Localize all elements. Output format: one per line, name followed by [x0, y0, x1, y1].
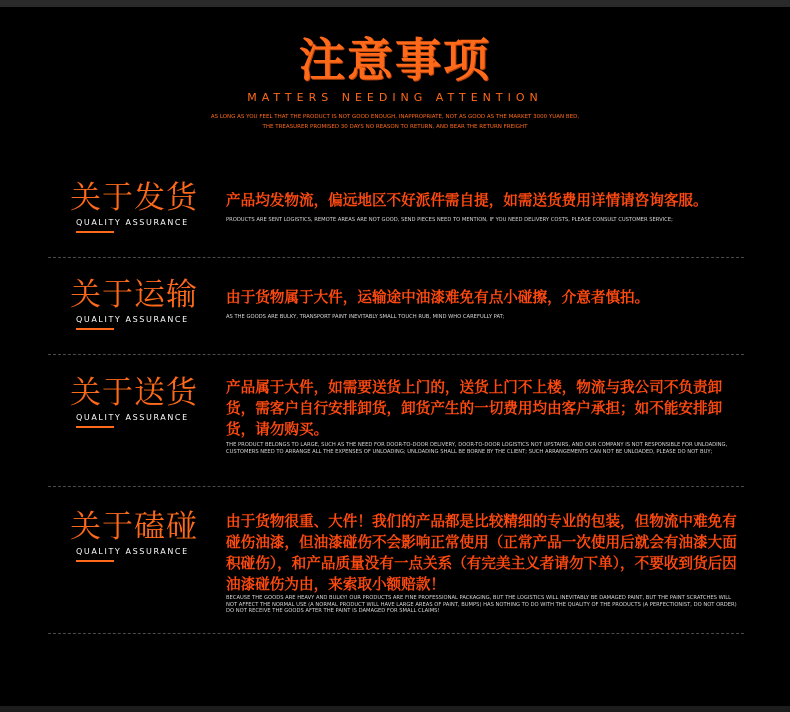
page-description [0, 112, 790, 132]
section-title: 关于发货 [70, 180, 198, 216]
section-english: BECAUSE THE GOODS ARE HEAVY AND BULKY! OUR PRODUCTS ARE FINE PROFESSIONAL PACKAGING, BUT THE LOGISTICS WILL INEVITABLY BE DAMAGED PAINT, BUT THE PAINT SCRATCHES WILL NOT AFFECT THE NORMAL USE (A NORMAL PRODUCT WILL HAVE LARGE AREAS OF PAINT, BUMPS) HAS NOTHING TO DO WITH THE QUALITY OF THE PRODUCTS (A PERFECTIONIST, DO NOT ORDER) DO NOT RECEIVE THE GOODS AFTER THE PAINT IS DAMAGED FOR SMALL CLAIMS! [226, 595, 737, 614]
section-english: AS THE GOODS ARE BULKY, TRANSPORT PAINT INEVITABLY SMALL TOUCH RUB, MIND WHO CAREFULLY PAT; [226, 314, 505, 320]
top-bar [0, 0, 790, 7]
section-body: 由于货物属于大件，运输途中油漆难免有点小碰擦，介意者慎拍。 [226, 289, 650, 306]
section-underline [76, 231, 114, 233]
section-underline [76, 426, 114, 428]
section-english: PRODUCTS ARE SENT LOGISTICS, REMOTE AREAS ARE NOT GOOD, SEND PIECES NEED TO MENTION, IF YOU NEED DELIVERY COSTS, PLEASE CONSULT CUSTOMER SERVICE; [226, 217, 673, 223]
section-title: 关于磕碰 [70, 509, 198, 545]
section-tag: QUALITY ASSURANCE [76, 547, 189, 556]
section-title: 关于运输 [70, 277, 198, 313]
section-body: 产品均发物流，偏远地区不好派件需自提，如需送货费用详情请咨询客服。 [226, 192, 708, 209]
description-line-2: THE TREASURER PROMISED 30 DAYS NO REASON TO RETURN, AND BEAR THE RETURN FREIGHT [262, 124, 528, 130]
section-divider [48, 633, 744, 634]
page-title: 注意事项 [299, 33, 491, 87]
section-divider [48, 486, 744, 487]
page-subtitle: MATTERS NEEDING ATTENTION [247, 91, 543, 104]
section-shipping [48, 180, 744, 250]
section-tag: QUALITY ASSURANCE [76, 315, 189, 324]
bottom-bar [0, 706, 790, 712]
section-body: 由于货物很重、大件！我们的产品都是比较精细的专业的包装，但物流中难免有碰伤油漆，但油漆碰伤不会影响正常使用（正常产品一次使用后就会有油漆大面积碰伤），和产品质量没有一点关系（有完美主义者请勿下单），不要收到货后因油漆碰伤为由，来索取小额赔款！ [226, 513, 737, 593]
section-underline [76, 328, 114, 330]
section-title: 关于送货 [70, 375, 198, 411]
section-transport [48, 277, 744, 347]
section-bumps [48, 509, 744, 629]
section-underline [76, 560, 114, 562]
section-body: 产品属于大件，如需要送货上门的，送货上门不上楼，物流与我公司不负责卸货，需客户自行安排卸货，卸货产生的一切费用均由客户承担；如不能安排卸货，请勿购买。 [226, 379, 723, 438]
description-line-1: AS LONG AS YOU FEEL THAT THE PRODUCT IS NOT GOOD ENOUGH, INAPPROPRIATE, NOT AS GOOD AS THE MARKET 3000 YUAN BED, [210, 114, 580, 120]
section-tag: QUALITY ASSURANCE [76, 413, 189, 422]
section-delivery [48, 375, 744, 470]
section-divider [48, 354, 744, 355]
section-tag: QUALITY ASSURANCE [76, 218, 189, 227]
section-english: THE PRODUCT BELONGS TO LARGE, SUCH AS THE NEED FOR DOOR-TO-DOOR DELIVERY, DOOR-TO-DOOR LOGISTICS NOT UPSTAIRS, AND OUR COMPANY IS NOT RESPONSIBLE FOR UNLOADING, CUSTOMERS NEED TO ARRANGE ALL THE EXPENSES OF UNLOADING; UNLOADING SHALL BE BORNE BY THE CLIENT; SUCH ARRANGEMENTS CAN NOT BE UNLOADED, PLEASE DO NOT BUY; [226, 442, 728, 455]
section-divider [48, 257, 744, 258]
